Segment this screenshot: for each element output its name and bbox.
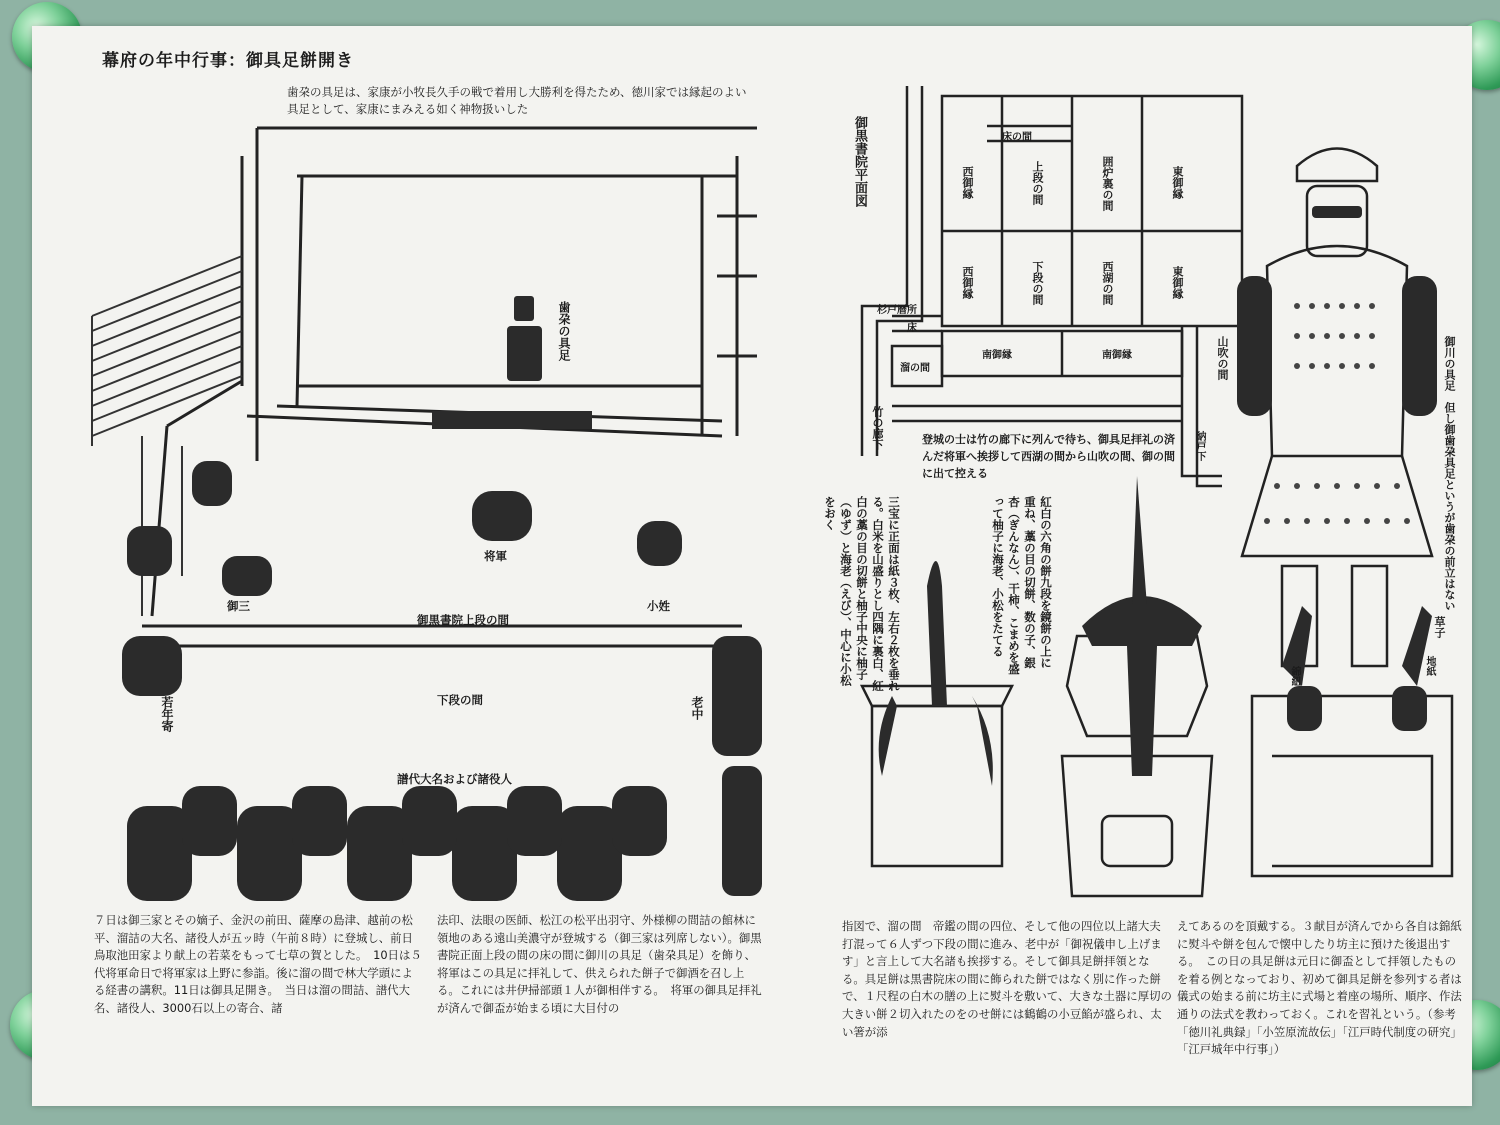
shuzutsu-label: 錦紐	[1289, 666, 1300, 686]
wakadoshiyori-label: 若年寄	[160, 696, 174, 732]
room-irori: 囲炉裏の間	[1101, 156, 1114, 211]
offerings-illustration	[832, 456, 1472, 906]
gosan-label: 御三	[227, 599, 250, 613]
room-take-roka: 竹の廊下	[871, 406, 884, 450]
body-text-col2: 法印、法眼の医師、松江の松平出羽守、外様柳の間詰の館林に領地のある遠山美濃守が登城する（御三家は列席しない）。御黒書院正面上段の間の床の間に御川の具足（歯朶具足）を飾り、将軍はこの具足に拝礼して、供えられた餅子で御酒を召し上る。これには井伊掃部頭１人が御相伴する。 将軍の御具足拝礼が済んで御盃が始まる頃に大目付の	[437, 913, 762, 1015]
mochi-note-1: 紅白の六角の餅九段を鏡餅の上に重ね、藁の目の切餅、数の子、銀杏（ぎんなん）、干柿、こまめを盛って柚子に海老、小松をたてる	[991, 496, 1053, 675]
jigami-label: 地紙	[1424, 656, 1435, 676]
room-tamari: 溜の間	[900, 363, 930, 374]
room-gedan: 下段の間	[1031, 261, 1044, 305]
room-minami-en-2: 南御縁	[1102, 350, 1132, 361]
lower-room-label: 下段の間	[437, 693, 483, 707]
shogun-label: 将軍	[484, 549, 507, 563]
room-illustration	[82, 116, 762, 906]
room-nishi-en-2: 西御縁	[961, 266, 974, 299]
room-yamabuki: 山吹の間	[1216, 336, 1229, 380]
kosho-label: 小姓	[647, 599, 670, 613]
room-higashi-en-1: 東御縁	[1171, 166, 1184, 199]
room-nando: 納戸下	[1194, 431, 1205, 461]
plan-note: 登城の士は竹の廊下に列んで待ち、御具足拝礼の済んだ将軍へ挨拶して西湖の間から山吹の間、御の間に出て控える	[922, 433, 1175, 480]
fudai-label: 譜代大名および諸役人	[397, 772, 512, 786]
document-sheet	[32, 26, 1472, 1106]
body-text-col3: 指図で、溜の間 帝鑑の間の四位、そして他の四位以上諸大夫打混って６人ずつ下段の間に進み、老中が「御祝儀申し上げます」と言上して大名諸も挨拶する。そして御具足餅拝領となる。具足餅は黒書院床の間に飾られた餅ではなく別に作った餅で、１尺程の白木の膳の上に熨斗を敷いて、大きな土器に厚切の大きい餅２切入れたのをのせ餅には鶴鶴の小豆餡が盛られ、太い箸が添	[842, 919, 1172, 1039]
room-sugido: 杉戸暦所	[877, 305, 917, 316]
room-nishi-en-1: 西御縁	[961, 166, 974, 199]
page-title: 幕府の年中行事：御具足餅開き	[102, 51, 354, 71]
figure-caption: 歯朶の具足は、家康が小牧長久手の戦で着用し大勝利を得たため、徳川家では縁起のよい具足として、家康にまみえる如く神物扱いした	[287, 85, 747, 116]
upper-room-label: 御黒書院上段の間	[417, 613, 509, 627]
room-toko: 床	[907, 323, 917, 334]
room-tokonoma: 床の間	[1002, 132, 1032, 143]
room-jodan: 上段の間	[1031, 161, 1044, 205]
mochi-note-2: 三宝に正面は紙３枚、左右２枚を垂れる。白米を山盛りとし四隅に裏白、紅白の藁の目の切餅と柚子中央に柚子（ゆず）と海老（えび）、中心に小松をおく	[823, 496, 901, 692]
room-seiko: 西湖の間	[1101, 261, 1114, 305]
armor-right-label: 御川の具足 但し御歯朶具足というが歯朶の前立はない	[1443, 336, 1456, 611]
body-text-col4: えてあるのを頂戴する。３献目が済んでから各自は錦紙に熨斗や餅を包んで懐中したり坊主に預けた後退出する。 この日の具足餅は元日に御盃として拝領したものを着る例となっており、初めて御具足餅を参列する者は儀式の始まる前に坊主に式場と着座の場所、順序、作法通りの法式を教わっておく。これを習礼という。（参考「徳川礼典録」「小笠原流故伝」「江戸時代制度の研究」「江戸城年中行事」）	[1177, 919, 1462, 1057]
floor-plan	[832, 76, 1252, 496]
kusazuri-label: 草子	[1433, 616, 1446, 638]
roju-label: 老中	[690, 696, 704, 720]
plan-title: 御黒書院平面図	[852, 116, 867, 207]
room-minami-en-1: 南御縁	[982, 350, 1012, 361]
armor-label: 歯朶の具足	[557, 301, 571, 361]
room-higashi-en-2: 東御縁	[1171, 266, 1184, 299]
body-text-col1: ７日は御三家とその嫡子、金沢の前田、薩摩の島津、越前の松平、溜詰の大名、諸役人が五ッ時（午前８時）に登城し、前日鳥取池田家より献上の若菜をもって七草の賀とした。 10日は５代将軍命日で将軍家は上野に参詣。後に溜の間で林大学頭による経書の講釈。11日は御具足開き。 当日は溜の間詰、譜代大名、諸役人、3000石以上の寄合、諸	[94, 913, 422, 1015]
